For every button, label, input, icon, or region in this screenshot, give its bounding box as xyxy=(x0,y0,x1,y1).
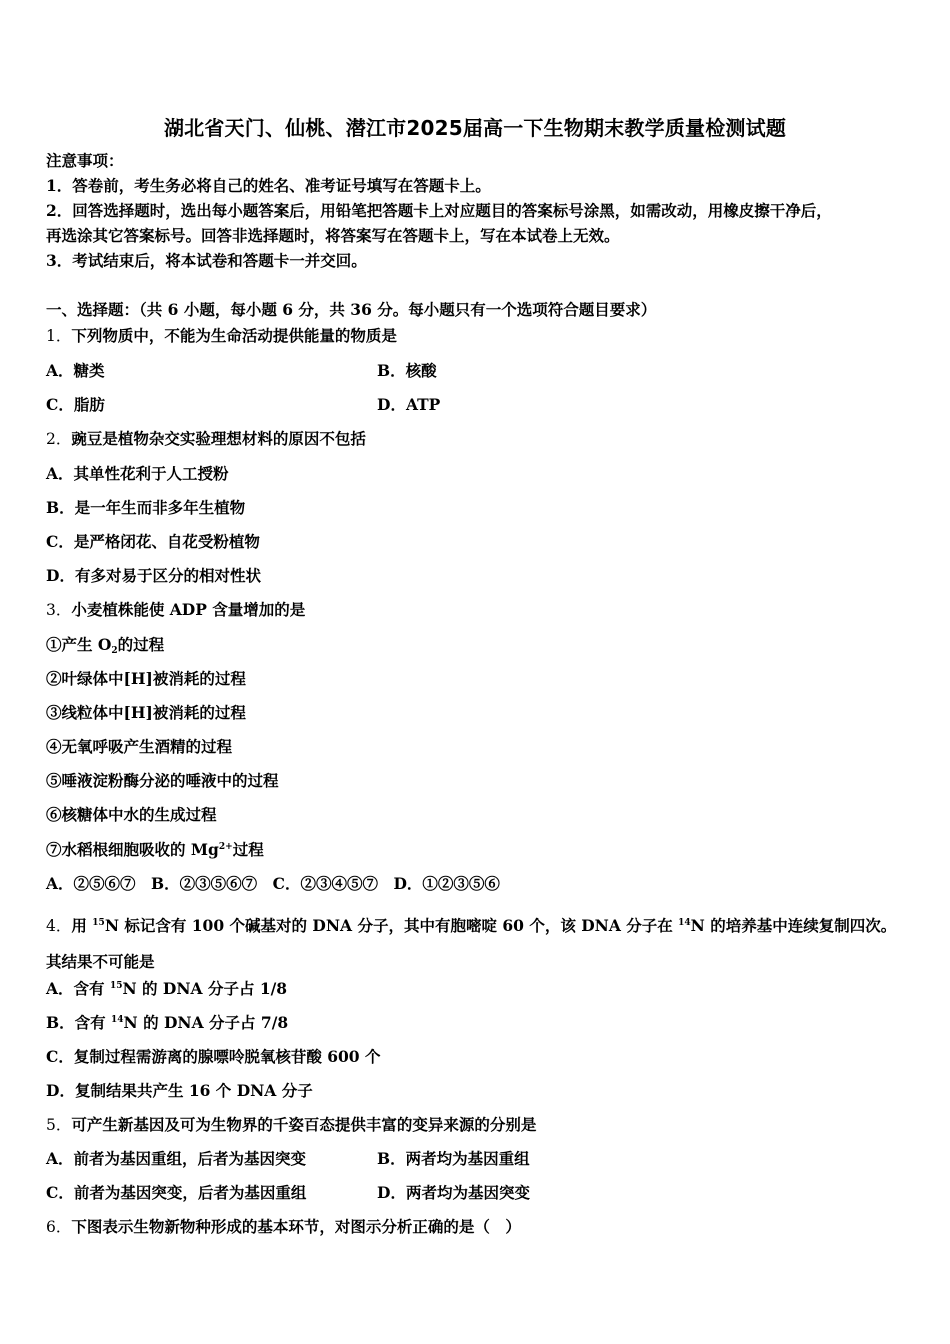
question-2 xyxy=(46,428,366,450)
q1-option-d: D．ATP xyxy=(377,395,441,414)
q1-option-a: A．糖类 xyxy=(46,361,105,380)
stem-text: N 的培养基中连续复制四次。其结果不可能是 xyxy=(46,916,897,971)
q3-item-6: ⑥核糖体中水的生成过程 xyxy=(46,805,217,824)
q3-item-5: ⑤唾液淀粉酶分泌的唾液中的过程 xyxy=(46,771,279,790)
notice-item-1: 1．答卷前，考生务必将自己的姓名、准考证号填写在答题卡上。 xyxy=(46,176,491,195)
q3-item-2: ②叶绿体中[H]被消耗的过程 xyxy=(46,669,246,688)
subscript: 2 xyxy=(111,646,118,656)
question-stem: 下列物质中，不能为生命活动提供能量的物质是 xyxy=(71,326,397,345)
question-stem: 小麦植株能使 ADP 含量增加的是 xyxy=(71,600,306,619)
stem-text: N 标记含有 100 个碱基对的 DNA 分子，其中有胞嘧啶 60 个，该 DNA 分子在 xyxy=(104,916,679,935)
question-number: 2． xyxy=(46,430,72,448)
q4-option-b xyxy=(46,1012,288,1034)
question-stem: 下图表示生物新物种形成的基本环节，对图示分析正确的是（ ） xyxy=(71,1217,521,1236)
q4-option-a xyxy=(46,978,287,1000)
q5-option-a: A．前者为基因重组，后者为基因突变 xyxy=(46,1149,307,1168)
q2-option-a: A．其单性花利于人工授粉 xyxy=(46,464,229,483)
superscript: 15 xyxy=(92,918,105,928)
superscript: 15 xyxy=(109,981,123,991)
q5-option-d: D．两者均为基因突变 xyxy=(377,1183,530,1202)
item-text: 过程 xyxy=(232,840,264,859)
superscript: 14 xyxy=(111,1015,124,1025)
item-text: ①产生 O xyxy=(46,635,112,654)
question-stem xyxy=(46,916,896,971)
question-5 xyxy=(46,1114,536,1136)
superscript: 14 xyxy=(678,918,691,928)
notice-item-2: 2．回答选择题时，选出每小题答案后，用铅笔把答题卡上对应题目的答案标号涂黑，如需改动，用橡皮擦干净后， xyxy=(46,201,832,220)
section-heading: 一、选择题：（共 6 小题，每小题 6 分，共 36 分。每小题只有一个选项符合题目要求） xyxy=(46,300,657,319)
option-text: B．含有 xyxy=(46,1013,111,1032)
question-6 xyxy=(46,1216,521,1238)
q3-options: A．②⑤⑥⑦ B．②③⑤⑥⑦ C．②③④⑤⑦ D．①②③⑤⑥ xyxy=(46,874,500,893)
option-text: A．含有 xyxy=(46,979,110,998)
q2-option-c: C．是严格闭花、自花受粉植物 xyxy=(46,532,260,551)
notice-item-2-cont: 再选涂其它答案标号。回答非选择题时，将答案写在答题卡上，写在本试卷上无效。 xyxy=(46,226,620,245)
superscript: 2+ xyxy=(218,842,233,852)
q3-item-1 xyxy=(46,634,164,656)
question-number: 5． xyxy=(46,1116,72,1134)
q2-option-d: D．有多对易于区分的相对性状 xyxy=(46,566,261,585)
q3-item-4: ④无氧呼吸产生酒精的过程 xyxy=(46,737,233,756)
item-text: ⑦水稻根细胞吸收的 Mg xyxy=(46,840,219,859)
question-number: 1． xyxy=(46,327,72,345)
question-4 xyxy=(46,908,908,980)
question-stem: 豌豆是植物杂交实验理想材料的原因不包括 xyxy=(71,429,366,448)
q1-option-c: C．脂肪 xyxy=(46,395,105,414)
option-text: N 的 DNA 分子占 1/8 xyxy=(122,979,288,998)
question-number: 6． xyxy=(46,1218,72,1236)
question-number: 3． xyxy=(46,601,72,619)
option-text: N 的 DNA 分子占 7/8 xyxy=(123,1013,289,1032)
q3-item-7 xyxy=(46,839,264,861)
q4-option-c: C．复制过程需游离的腺嘌呤脱氧核苷酸 600 个 xyxy=(46,1047,381,1066)
stem-text: 用 xyxy=(71,916,93,935)
page-title: 湖北省天门、仙桃、潜江市2025届高一下生物期末教学质量检测试题 xyxy=(163,116,787,140)
q2-option-b: B．是一年生而非多年生植物 xyxy=(46,498,246,517)
question-stem: 可产生新基因及可为生物界的千姿百态提供丰富的变异来源的分别是 xyxy=(71,1115,537,1134)
q4-option-d: D．复制结果共产生 16 个 DNA 分子 xyxy=(46,1081,313,1100)
q5-option-c: C．前者为基因突变，后者为基因重组 xyxy=(46,1183,307,1202)
notice-item-3: 3．考试结束后，将本试卷和答题卡一并交回。 xyxy=(46,251,367,270)
q5-option-b: B．两者均为基因重组 xyxy=(377,1149,530,1168)
question-1 xyxy=(46,325,397,347)
q1-option-b: B．核酸 xyxy=(377,361,437,380)
item-text: 的过程 xyxy=(117,635,165,654)
question-3 xyxy=(46,599,305,621)
question-number: 4． xyxy=(46,917,72,935)
q3-item-3: ③线粒体中[H]被消耗的过程 xyxy=(46,703,246,722)
notice-heading: 注意事项： xyxy=(46,151,124,170)
